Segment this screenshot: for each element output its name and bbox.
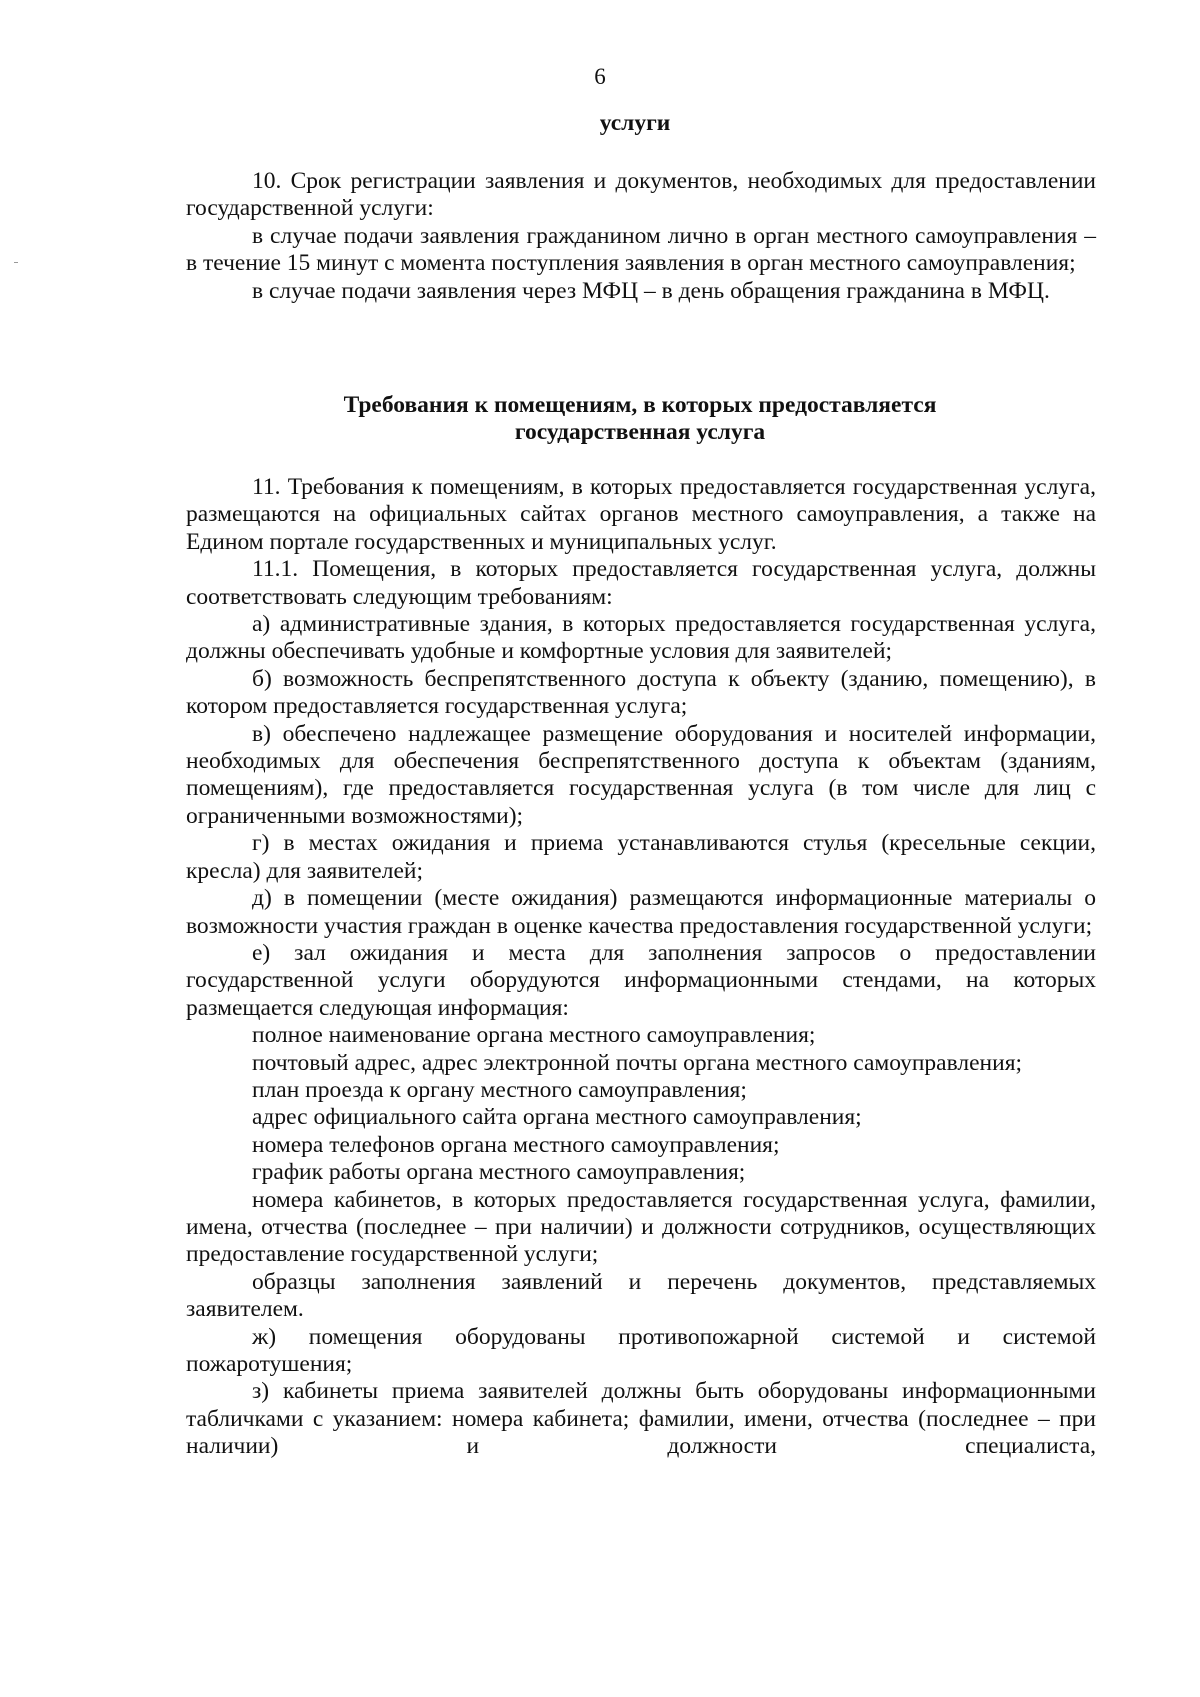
paragraph: в) обеспечено надлежащее размещение оборудования и носителей информации, необходимых для обеспечения беспрепятственного доступа к объектам (зданиям, помещениям), где предоставляется государственная услуга (в том числе для лиц с ограниченными возможностями); bbox=[186, 720, 1096, 829]
continued-heading: услуги bbox=[599, 110, 671, 136]
paragraph: 11.1. Помещения, в которых предоставляется государственная услуга, должны соответствовать следующим требованиям: bbox=[186, 556, 1096, 610]
list-line: адрес официального сайта органа местного самоуправления; bbox=[252, 1104, 862, 1131]
paragraph: д) в помещении (месте ожидания) размещаются информационные материалы о возможности участия граждан в оценке качества предоставления государственной услуги; bbox=[186, 885, 1096, 939]
list-line: номера телефонов органа местного самоуправления; bbox=[252, 1131, 780, 1158]
paragraph: в случае подачи заявления через МФЦ – в день обращения гражданина в МФЦ. bbox=[252, 277, 1050, 304]
paragraph: г) в местах ожидания и приема устанавливаются стулья (кресельные секции, кресла) для заявителей; bbox=[186, 830, 1096, 884]
paragraph: б) возможность беспрепятственного доступа к объекту (зданию, помещению), в котором предоставляется государственная услуга; bbox=[186, 665, 1096, 720]
section-heading bbox=[185, 392, 1095, 446]
paragraph: в случае подачи заявления гражданином лично в орган местного самоуправления – в течение 15 минут с момента поступления заявления в орган местного самоуправления; bbox=[186, 222, 1096, 277]
list-line: почтовый адрес, адрес электронной почты органа местного самоуправления; bbox=[252, 1049, 1023, 1076]
paragraph: а) административные здания, в которых предоставляется государственная услуга, должны обеспечивать удобные и комфортные условия для заявителей; bbox=[186, 611, 1096, 665]
section-heading-line-2: государственная услуга bbox=[514, 419, 766, 445]
list-line: график работы органа местного самоуправления; bbox=[252, 1159, 746, 1186]
section-heading-line-1: Требования к помещениям, в которых предоставляется bbox=[343, 392, 937, 418]
paragraph: 11. Требования к помещениям, в которых предоставляется государственная услуга, размещаются на официальных сайтах органов местного самоуправления, а также на Едином портале государственных и муниципальных услуг. bbox=[186, 474, 1096, 555]
paragraph: е) зал ожидания и места для заполнения запросов о предоставлении государственной услуги оборудуются информационными стендами, на которых размещается следующая информация: bbox=[186, 939, 1096, 1021]
list-line: образцы заполнения заявлений и перечень документов, представляемых заявителем. bbox=[186, 1268, 1096, 1323]
page-number: 6 bbox=[594, 64, 606, 89]
section-10-text bbox=[186, 168, 1096, 305]
list-line: полное наименование органа местного самоуправления; bbox=[252, 1022, 816, 1049]
paragraph: 10. Срок регистрации заявления и документов, необходимых для предоставлении государственной услуги: bbox=[186, 168, 1096, 222]
list-line: номера кабинетов, в которых предоставляется государственная услуга, фамилии, имена, отчества (последнее – при наличии) и должности сотрудников, осуществляющих предоставление государственной услуги; bbox=[186, 1186, 1096, 1268]
scan-artifact bbox=[14, 262, 18, 263]
list-line: план проезда к органу местного самоуправления; bbox=[252, 1076, 747, 1103]
paragraph: ж) помещения оборудованы противопожарной системой и системой пожаротушения; bbox=[186, 1323, 1096, 1377]
paragraph: з) кабинеты приема заявителей должны быть оборудованы информационными табличками с указанием: номера кабинета; фамилии, имени, отчества (последнее – при наличии) и должности специалиста, bbox=[186, 1378, 1096, 1460]
section-11-text bbox=[186, 474, 1096, 1461]
